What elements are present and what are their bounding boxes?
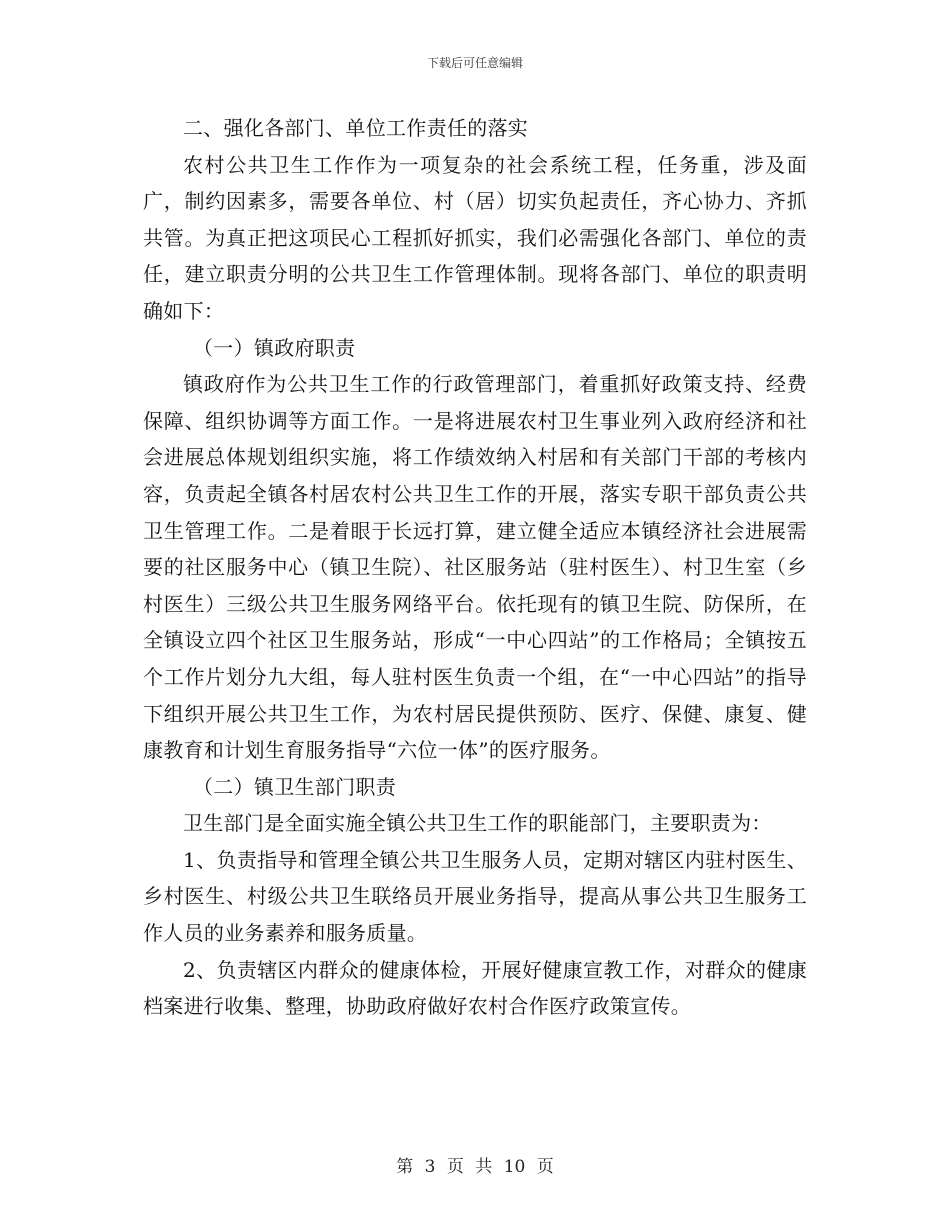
list-item-2: 2、负责辖区内群众的健康体检，开展好健康宣教工作，对群众的健康档案进行收集、整理，协助政府做好农村合作医疗政策宣传。 [143,957,807,1019]
page-number: 第 3 页 共 10 页 [396,1157,554,1177]
document-body [143,110,807,1025]
paragraph-gov: 镇政府作为公共卫生工作的行政管理部门，着重抓好政策支持、经费保障、组织协调等方面工作。一是将进展农村卫生事业列入政府经济和社会进展总体规划组织实施，将工作绩效纳入村居和有关部门干部的考核内容，负责起全镇各村居农村公共卫生工作的开展，落实专职干部负责公共卫生管理工作。二是着眼于长远打算，建立健全适应本镇经济社会进展需要的社区服务中心（镇卫生院）、社区服务站（驻村医生）、村卫生室（乡村医生）三级公共卫生服务网络平台。依托现有的镇卫生院、防保所，在全镇设立四个社区卫生服务站，形成“一中心四站”的工作格局；全镇按五个工作片划分九大组，每人驻村医生负责一个组，在“一中心四站”的指导下组织开展公共卫生工作，为农村居民提供预防、医疗、保健、康复、健康教育和计划生育服务指导“六位一体”的医疗服务。 [143,372,807,763]
sub-heading-health: （二）镇卫生部门职责 [193,774,396,799]
paragraph-health: 卫生部门是全面实施全镇公共卫生工作的职能部门，主要职责为： [183,811,772,836]
list-item-1: 1、负责指导和管理全镇公共卫生服务人员，定期对辖区内驻村医生、乡村医生、村级公共卫生联络员开展业务指导，提高从事公共卫生服务工作人员的业务素养和服务质量。 [143,847,807,946]
sub-heading-gov: （一）镇政府职责 [193,335,356,360]
header-note: 下载后可任意编辑 [426,56,523,70]
paragraph-intro: 农村公共卫生工作作为一项复杂的社会系统工程，任务重，涉及面广，制约因素多，需要各单位、村（居）切实负起责任，齐心协力、齐抓共管。为真正把这项民心工程抓好抓实，我们必需强化各部门、单位的责任，建立职责分明的公共卫生工作管理体制。现将各部门、单位的职责明确如下： [143,152,807,323]
section-heading: 二、强化各部门、单位工作责任的落实 [183,116,529,140]
